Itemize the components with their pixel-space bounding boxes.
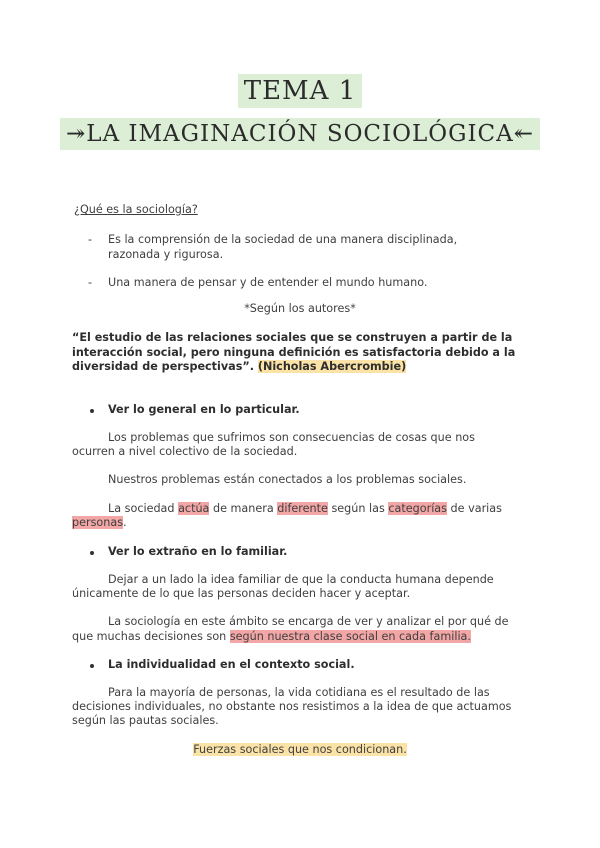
quote-line-2: interacción social, pero ninguna definición es satisfactoria debido a la (72, 346, 516, 359)
section-1-heading: Ver lo general en lo particular. (108, 403, 300, 416)
highlight-categorias: categorías (388, 502, 447, 515)
authors-label: *Según los autores* (244, 302, 356, 315)
section-1-p1-line-1: Los problemas que sufrimos son consecuencias de cosas que nos (108, 431, 475, 444)
bullet-icon (90, 664, 94, 668)
title-block (0, 74, 600, 108)
text-run: de varias (447, 502, 502, 515)
text-run: . (123, 516, 127, 529)
section-2-heading: Ver lo extraño en lo familiar. (108, 545, 288, 558)
bullet-icon (90, 551, 94, 555)
subtitle-block (0, 118, 600, 150)
section-2-p2-line-2 (72, 630, 471, 645)
highlight-personas: personas (72, 516, 124, 529)
quote-line-3 (72, 360, 406, 375)
section-1-p3-line-2 (72, 516, 127, 531)
section-1-p2: Nuestros problemas están conectados a los problemas sociales. (108, 473, 467, 486)
section-1-p3-line-1 (108, 502, 502, 517)
highlight-actua: actúa (178, 502, 210, 515)
section-3-p1-line-3: según las pautas sociales. (72, 714, 219, 727)
text-run: según las (327, 502, 389, 515)
quote-text: diversidad de perspectivas”. (72, 360, 258, 373)
quote-author: (Nicholas Abercrombie) (257, 360, 407, 373)
section-2-p1-line-1: Dejar a un lado la idea familiar de que la conducta humana depende (108, 573, 494, 586)
dash-marker: - (88, 276, 93, 289)
definition-2: Una manera de pensar y de entender el mundo humano. (108, 276, 428, 289)
section-1-p1-line-2: ocurren a nivel colectivo de la sociedad. (72, 445, 298, 458)
section-2-p1-line-2: únicamente de lo que las personas deciden hacer y aceptar. (72, 587, 411, 600)
bullet-icon (90, 409, 94, 413)
definition-1-line-1: Es la comprensión de la sociedad de una manera disciplinada, (108, 233, 458, 246)
section-3-p1-line-1: Para la mayoría de personas, la vida cotidiana es el resultado de las (108, 686, 490, 699)
dash-marker: - (88, 233, 93, 246)
text-run: La sociedad (108, 502, 179, 515)
footer-note-wrap (0, 743, 600, 758)
page-subtitle: ↠LA IMAGINACIÓN SOCIOLÓGICA↞ (60, 118, 540, 150)
quote-line-1: “El estudio de las relaciones sociales que se construyen a partir de la (72, 331, 513, 344)
section-2-p2-line-1: La sociología en este ámbito se encarga de ver y analizar el por qué de (108, 615, 509, 628)
section-3-heading: La individualidad en el contexto social. (108, 658, 355, 671)
highlight-clase-social: según nuestra clase social en cada familia. (229, 630, 471, 643)
footer-note: Fuerzas sociales que nos condicionan. (193, 743, 407, 756)
definition-1-line-2: razonada y rigurosa. (108, 248, 224, 261)
highlight-diferente: diferente (277, 502, 328, 515)
section-3-p1-line-2: decisiones individuales, no obstante nos resistimos a la idea de que actuamos (72, 700, 512, 713)
question-heading: ¿Qué es la sociología? (74, 203, 198, 216)
text-run: de manera (209, 502, 278, 515)
page-title: TEMA 1 (238, 74, 363, 108)
text-run: que muchas decisiones son (72, 630, 230, 643)
